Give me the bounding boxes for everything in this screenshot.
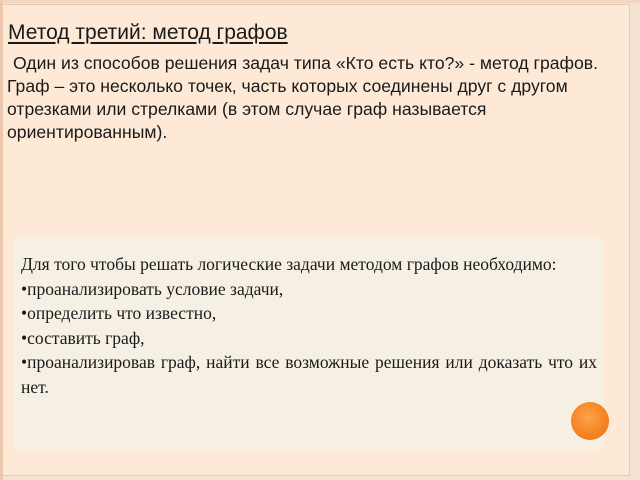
intro-text bbox=[7, 52, 605, 144]
list-item: • проанализировать условие задачи, bbox=[21, 277, 597, 302]
instructions-text bbox=[21, 252, 597, 399]
intro-paragraph-1: Один из способов решения задач типа «Кто есть кто?» - метод графов. bbox=[13, 53, 599, 73]
orange-circle-decoration bbox=[571, 402, 609, 440]
instructions-lead: Для того чтобы решать логические задачи методом графов необходимо: bbox=[21, 254, 557, 274]
slide-title: Метод третий: метод графов bbox=[8, 21, 288, 44]
list-item: • проанализировав граф, найти все возможные решения или доказать что их нет. bbox=[21, 350, 597, 399]
instructions-list bbox=[21, 277, 597, 400]
list-item: • определить что известно, bbox=[21, 301, 597, 326]
list-item: • составить граф, bbox=[21, 326, 597, 351]
intro-paragraph-2: Граф – это несколько точек, часть которых соединены друг с другом отрезками или стрелками (в этом случае граф называется ориентированным). bbox=[7, 76, 568, 142]
